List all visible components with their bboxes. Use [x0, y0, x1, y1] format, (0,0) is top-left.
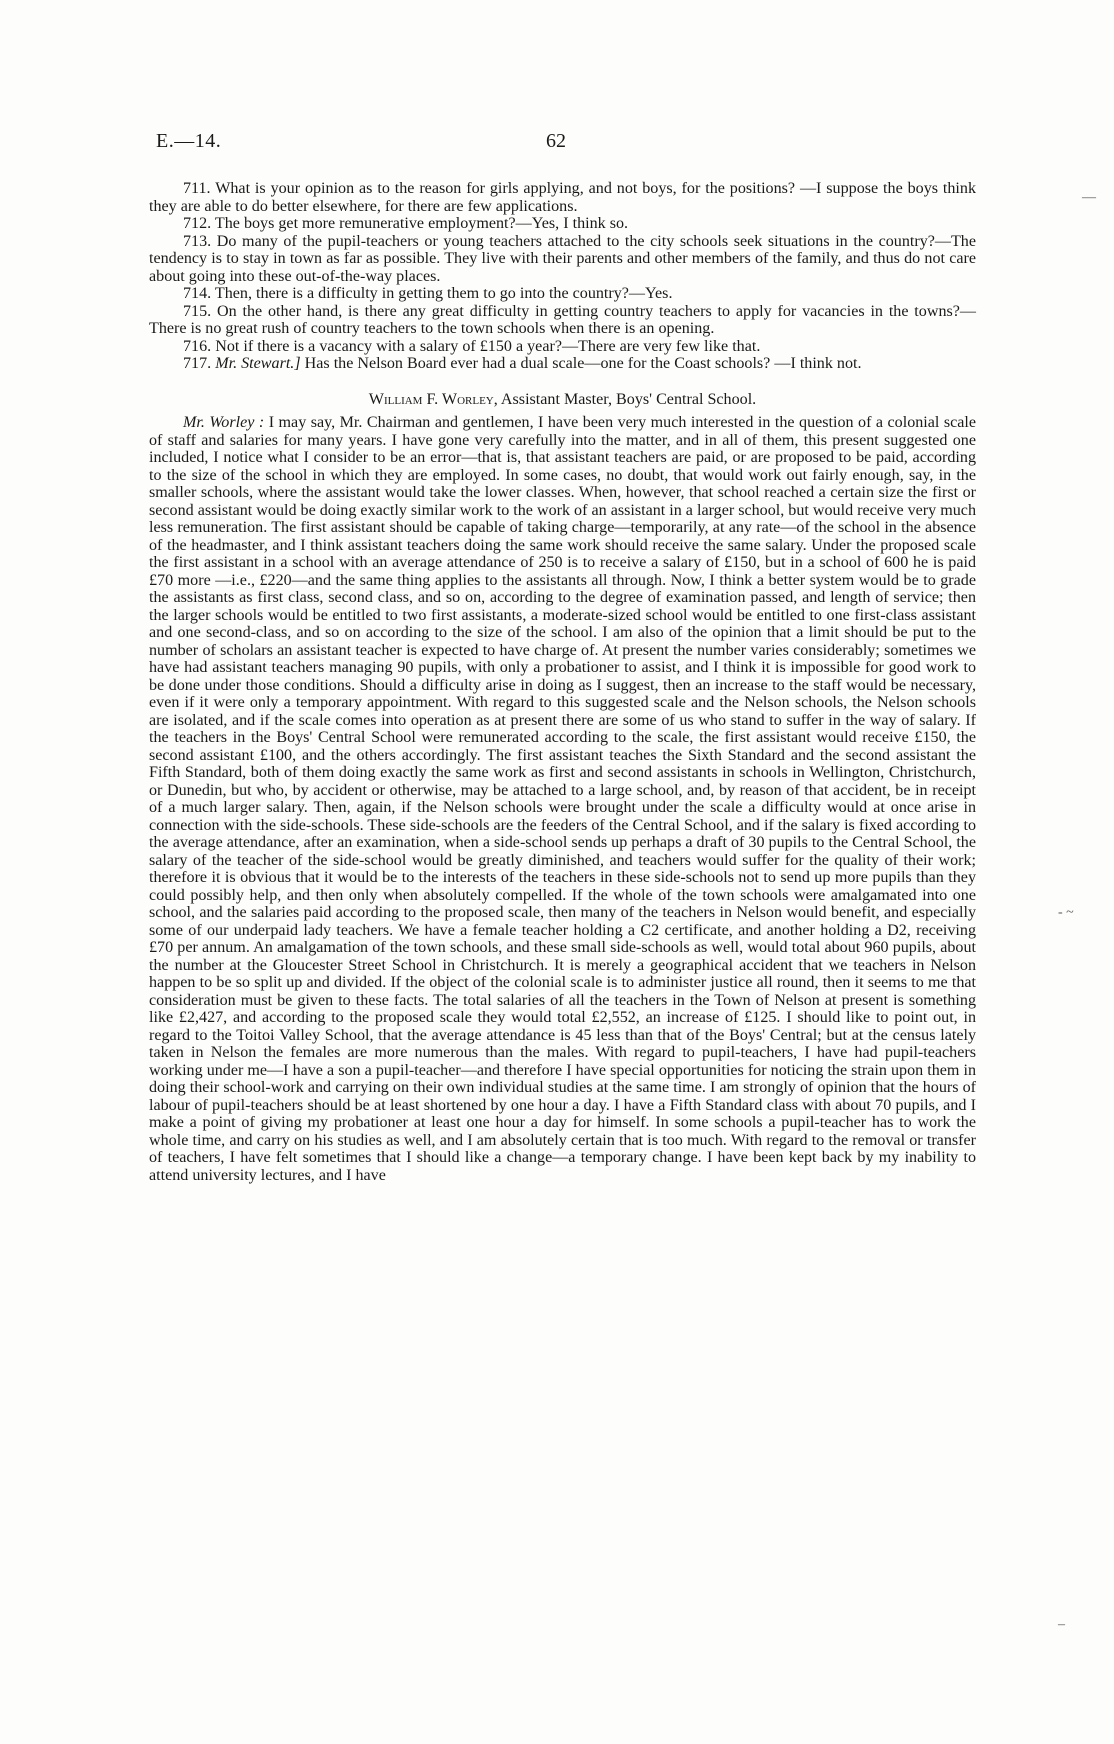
question-text: Then, there is a difficulty in getting them to go into the country?—Yes. [214, 285, 673, 302]
question-713 [149, 233, 976, 286]
question-number: 715. [183, 302, 212, 320]
question-text: The boys get more remunerative employment?—Yes, I think so. [214, 215, 629, 232]
question-714 [149, 285, 976, 303]
question-number: 717. [183, 355, 212, 372]
questioner-name: Mr. Stewart.] [215, 355, 301, 372]
question-712 [149, 215, 976, 233]
testimony-speaker: Mr. Worley : [183, 414, 265, 431]
page-header [156, 130, 976, 160]
witness-testimony [149, 414, 976, 1184]
question-711 [149, 180, 976, 215]
margin-mark: — [1082, 190, 1096, 205]
question-text: Do many of the pupil-teachers or young teachers attached to the city schools seek situations in the country?—The tendency is to stay in town as far as possible. They live with their parents and other members of the family, and thus do not care about going into these out-of-the-way places. [149, 232, 976, 285]
question-number: 712. [183, 215, 212, 232]
margin-mark: - ~ [1058, 905, 1074, 920]
witness-name: William F. Worley [368, 390, 494, 408]
page-number: 62 [546, 130, 566, 152]
question-number: 711. [183, 180, 211, 197]
witness-heading [149, 391, 976, 409]
question-715 [149, 303, 976, 338]
testimony-text: I may say, Mr. Chairman and gentlemen, I have been very much interested in the question of a colonial scale of staff and salaries for many years. I have gone very carefully into the matter, and in all of them, this present suggested one included, I notice what I consider to be an error—that is, that assistant teachers are paid, or are proposed to be paid, according to the size of the school in which they are employed. In some cases, no doubt, that would work out fairly enough, say, in the smaller schools, where the assistant would take the lower classes. When, however, that school reached a certain size the first or second assistant would be doing exactly similar work to the work of an assistant in a larger school, but would receive very much less remuneration. The first assistant should be capable of taking charge—temporarily, at any rate—of the school in the absence of the headmaster, and I think assistant teachers doing the same work should receive the same salary. Under the proposed scale the first assistant in a school with an average attendance of 250 is to receive a salary of £150, but in a school of 600 he is paid £70 more —i.e., £220—and the same thing applies to the assistants all through. Now, I think a better system would be to grade the assistants as first class, second class, and so on, according to the degree of examination passed, and length of service; then the larger schools would be entitled to two first assistants, a moderate-sized school would be entitled to one first-class assistant and one second-class, and so on according to the size of the school. I am also of the opinion that a limit should be put to the number of scholars an assistant teacher is expected to have charge of. At present the number varies considerably; sometimes we have had assistant teachers managing 90 pupils, with only a probationer to assist, and I think it is impossible for good work to be done under those conditions. Should a difficulty arise in doing as I suggest, then an increase to the staff would be necessary, even if it were only a temporary appointment. With regard to this suggested scale and the Nelson schools, the Nelson schools are isolated, and if the scale comes into operation as at present there are some of us who stand to suffer in the way of salary. If the teachers in the Boys' Central School were remunerated according to the scale, the first assistant would receive £150, the second assistant £100, and the others accordingly. The first assistant teaches the Sixth Standard and the second assistant the Fifth Standard, both of them doing exactly the same work as first and second assistants in schools in Wellington, Christchurch, or Dunedin, but who, by accident or otherwise, may be attached to a large school, and, by reason of that accident, be in receipt of a much larger salary. Then, again, if the Nelson schools were brought under the scale a difficulty would at once arise in connection with the side-schools. These side-schools are the feeders of the Central School, and if the salary is fixed according to the average attendance, after an examination, when a side-school sends up perhaps a draft of 30 pupils to the Central School, the salary of the teacher of the side-school would be greatly diminished, and teachers would suffer for the quality of their work; therefore it is obvious that it would be to the interests of the teachers in these side-schools not to send up more pupils than they could possibly help, and then only when absolutely compelled. If the whole of the town schools were amalgamated into one school, and the salaries paid according to the proposed scale, then many of the teachers in Nelson would benefit, and especially some of our underpaid lady teachers. We have a female teacher holding a C2 certificate, and another holding a D2, receiving £70 per annum. An amalgamation of the town schools, and these small side-schools as well, would total about 960 pupils, about the number at the Gloucester Street School in Christchurch. It is merely a geographical accident that we teachers in Nelson happen to be so split up and divided. If the object of the colonial scale is to administer justice all round, then it seems to me that consideration must be given to these facts. The total salaries of all the teachers in the Town of Nelson at present is something like £2,427, and according to the proposed scale they would total £2,552, an increase of £125. I should like to point out, in regard to the Toitoi Valley School, that the average attendance is 45 less than that of the Boys' Central; but at the census lately taken in Nelson the females are more numerous than the males. With regard to pupil-teachers, I have had pupil-teachers working under me—I have a son a pupil-teacher—and therefore I have special opportunities for noticing the strain upon them in doing their school-work and carrying on their own individual studies at the same time. I am strongly of opinion that the hours of labour of pupil-teachers should be at least shortened by one hour a day. I have a Fifth Standard class with about 70 pupils, and I make a point of giving my probationer at least one hour a day for himself. In some schools a pupil-teacher has to work the whole time, and carry on his studies as well, and I am absolutely certain that is too much. With regard to the removal or transfer of teachers, I have felt sometimes that I should like a change—a temporary change. I have been kept back by my inability to attend university lectures, and I have [149, 414, 977, 1184]
question-text: What is your opinion as to the reason for girls applying, and not boys, for the positions? —I suppose the boys think they are able to do better elsewhere, for there are few applications. [149, 180, 976, 215]
witness-title: , Assistant Master, Boys' Central School. [493, 390, 757, 408]
question-text: Not if there is a vacancy with a salary of £150 a year?—There are very few like that. [215, 337, 761, 355]
question-number: 714. [183, 285, 212, 302]
question-text: On the other hand, is there any great difficulty in getting country teachers to apply for vacancies in the towns?—There is no great rush of country teachers to the town schools when there is an opening. [149, 302, 976, 337]
question-text: Has the Nelson Board ever had a dual scale—one for the Coast schools? —I think not. [304, 355, 862, 372]
document-body [149, 180, 976, 1184]
document-reference: E.—14. [156, 130, 222, 152]
question-717 [149, 355, 976, 373]
question-number: 713. [183, 232, 212, 250]
question-number: 716. [183, 337, 212, 355]
margin-mark: – [1058, 1617, 1065, 1632]
question-716 [149, 338, 976, 356]
